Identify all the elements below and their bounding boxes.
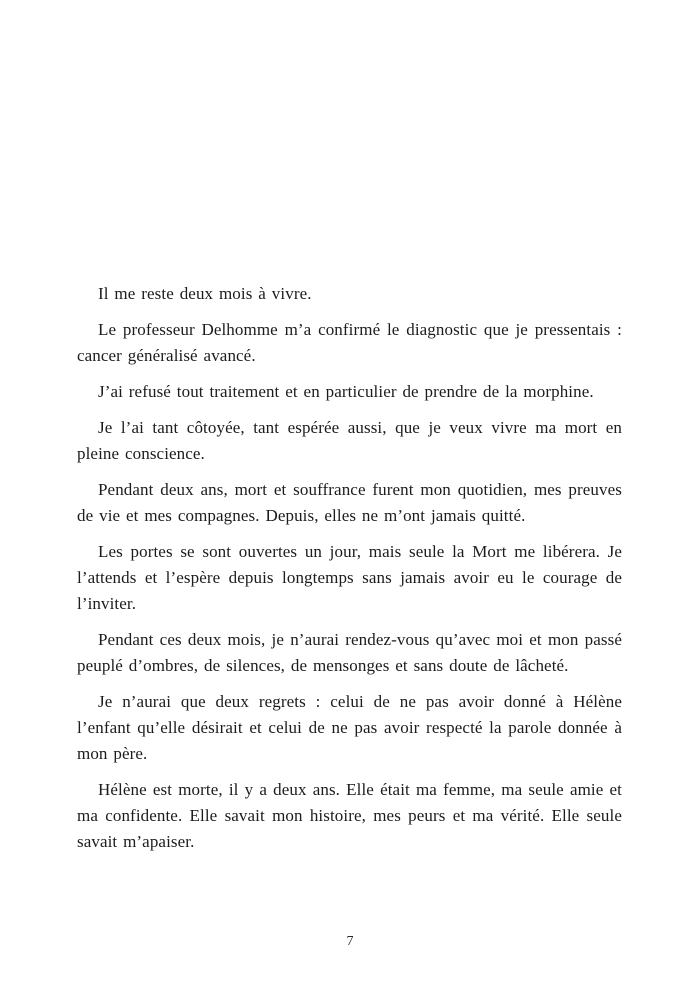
paragraph: Pendant deux ans, mort et souffrance furent mon quotidien, mes preuves de vie et mes compagnes. Depuis, elles ne m’ont jamais quitté. [77,480,622,525]
paragraph: Il me reste deux mois à vivre. [98,284,312,303]
paragraph: J’ai refusé tout traitement et en particulier de prendre de la morphine. [98,382,594,401]
paragraph: Les portes se sont ouvertes un jour, mais seule la Mort me libérera. Je l’attends et l’espère depuis longtemps sans jamais avoir eu le courage de l’inviter. [77,542,622,613]
page-text [77,281,622,865]
paragraph: Je l’ai tant côtoyée, tant espérée aussi, que je veux vivre ma mort en pleine conscience. [77,418,622,463]
paragraph: Je n’aurai que deux regrets : celui de ne pas avoir donné à Hélène l’enfant qu’elle désirait et celui de ne pas avoir respecté la parole donnée à mon père. [77,692,622,763]
page-number: 7 [346,934,354,949]
paragraph: Pendant ces deux mois, je n’aurai rendez-vous qu’avec moi et mon passé peuplé d’ombres, de silences, de mensonges et sans doute de lâcheté. [77,630,622,675]
paragraph: Le professeur Delhomme m’a confirmé le diagnostic que je pressentais : cancer généralisé avancé. [77,320,622,365]
paragraph: Hélène est morte, il y a deux ans. Elle était ma femme, ma seule amie et ma confidente. Elle savait mon histoire, mes peurs et ma vérité. Elle seule savait m’apaiser. [77,780,622,851]
